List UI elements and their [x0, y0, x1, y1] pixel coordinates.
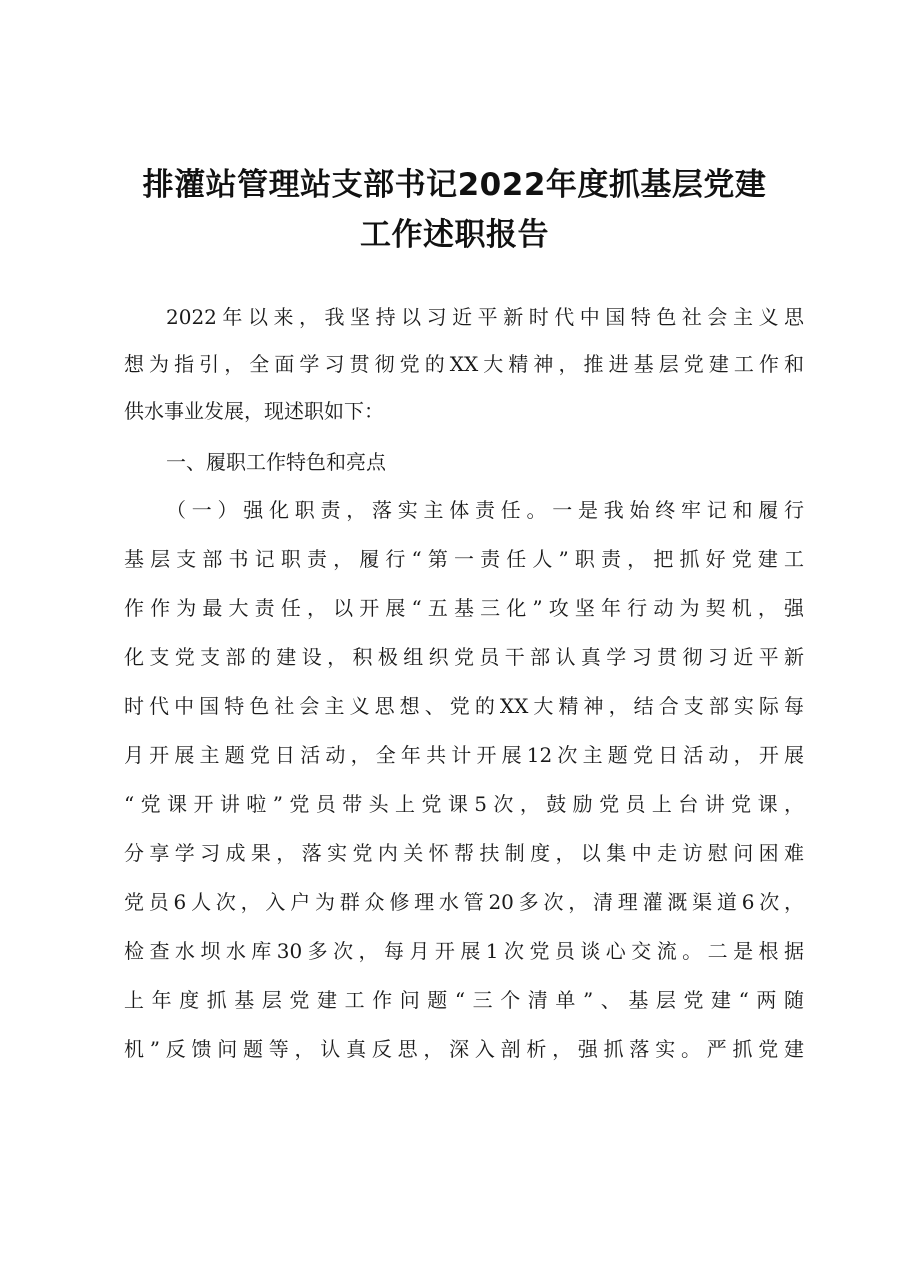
section-heading: 一、履职工作特色和亮点: [166, 450, 386, 474]
document-title-line-1: 排灌站管理站支部书记2022年度抓基层党建: [142, 167, 767, 203]
paragraph-line: 检查水坝水库30多次，每月开展1次党员谈心交流。二是根据: [124, 939, 804, 963]
paragraph-line: 时代中国特色社会主义思想、党的XX大精神，结合支部实际每: [124, 694, 804, 718]
paragraph-line: 基层支部书记职责，履行“第一责任人”职责，把抓好党建工: [124, 547, 804, 571]
paragraph-line: 月开展主题党日活动，全年共计开展12次主题党日活动，开展: [124, 743, 804, 767]
paragraph-line: 作作为最大责任，以开展“五基三化”攻坚年行动为契机，强: [124, 596, 804, 620]
paragraph-line: （一）强化职责，落实主体责任。一是我始终牢记和履行: [166, 498, 804, 522]
paragraph-line: 2022年以来，我坚持以习近平新时代中国特色社会主义思: [166, 305, 804, 329]
paragraph-line: 党员6人次，入户为群众修理水管20多次，清理灌溉渠道6次，: [124, 890, 804, 914]
paragraph-line: 分享学习成果，落实党内关怀帮扶制度，以集中走访慰问困难: [124, 841, 804, 865]
paragraph-line: 机”反馈问题等，认真反思，深入剖析，强抓落实。严抓党建: [124, 1037, 804, 1061]
paragraph-line: 想为指引，全面学习贯彻党的XX大精神，推进基层党建工作和: [124, 352, 804, 376]
paragraph-line: 上年度抓基层党建工作问题“三个清单”、基层党建“两随: [124, 988, 804, 1012]
paragraph-line: 供水事业发展，现述职如下：: [124, 399, 384, 423]
paragraph-line: 化支党支部的建设，积极组织党员干部认真学习贯彻习近平新: [124, 645, 804, 669]
document-title-line-2: 工作述职报告: [360, 217, 549, 253]
paragraph-line: “党课开讲啦”党员带头上党课5次，鼓励党员上台讲党课，: [124, 792, 804, 816]
